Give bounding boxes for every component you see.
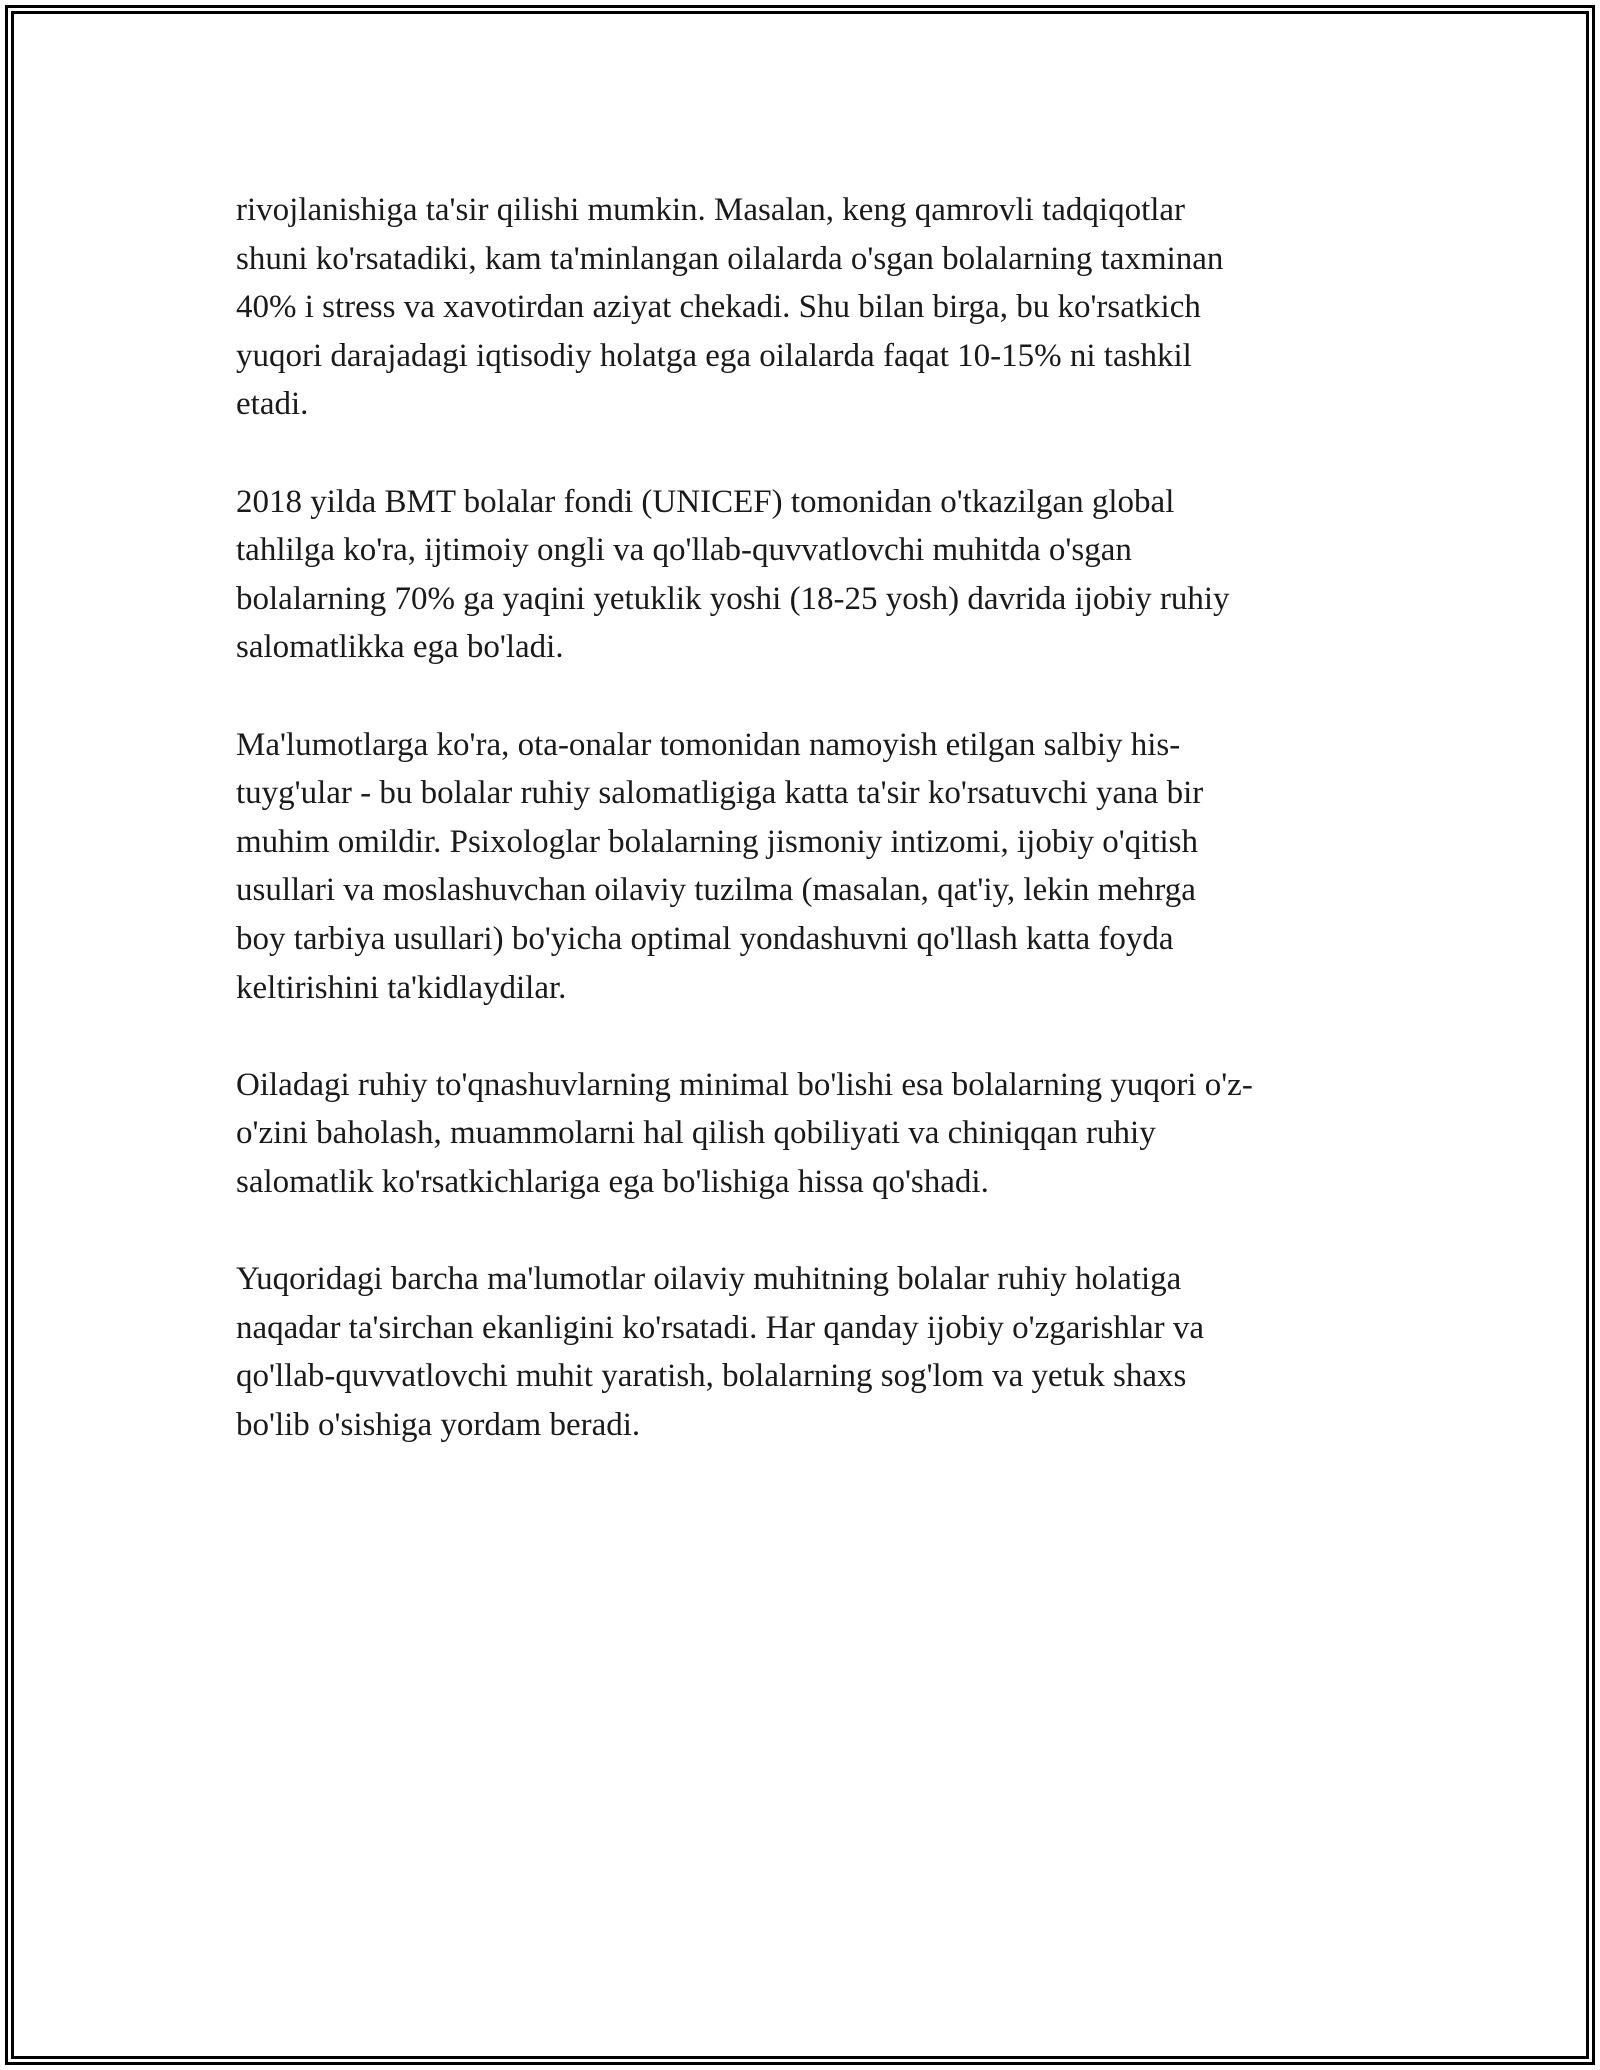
text-line: usullari va moslashuvchan oilaviy tuzilma (masalan, qat'iy, lekin mehrga (236, 872, 1196, 909)
text-line: 2018 yilda BMT bolalar fondi (UNICEF) tomonidan o'tkazilgan global (236, 483, 1175, 520)
text-line: muhim omildir. Psixologlar bolalarning jismoniy intizomi, ijobiy o'qitish (236, 823, 1199, 860)
text-line: Yuqoridagi barcha ma'lumotlar oilaviy muhitning bolalar ruhiy holatiga (236, 1261, 1182, 1298)
paragraph-2 (236, 478, 1386, 672)
text-line: Ma'lumotlarga ko'ra, ota-onalar tomonidan namoyish etilgan salbiy his- (236, 726, 1181, 763)
text-line: 40% i stress va xavotirdan aziyat chekadi. Shu bilan birga, bu ko'rsatkich (236, 289, 1201, 326)
paragraph-3 (236, 721, 1386, 1013)
text-line: rivojlanishiga ta'sir qilishi mumkin. Masalan, keng qamrovli tadqiqotlar (236, 192, 1186, 228)
paragraph-5 (236, 1255, 1386, 1449)
paragraph-4 (236, 1061, 1386, 1207)
paragraph-1 (236, 186, 1386, 429)
text-line: boy tarbiya usullari) bo'yicha optimal yondashuvni qo'llash katta foyda (236, 920, 1174, 957)
text-line: yuqori darajadagi iqtisodiy holatga ega oilalarda faqat 10-15% ni tashkil (236, 337, 1192, 374)
text-line: salomatlik ko'rsatkichlariga ega bo'lishiga hissa qo'shadi. (236, 1163, 989, 1200)
text-line: etadi. (236, 386, 309, 423)
text-line: salomatlikka ega bo'ladi. (236, 629, 564, 666)
text-line: naqadar ta'sirchan ekanligini ko'rsatadi. Har qanday ijobiy o'zgarishlar va (236, 1309, 1205, 1346)
document-body (236, 186, 1386, 1498)
text-line: tuyg'ular - bu bolalar ruhiy salomatligiga katta ta'sir ko'rsatuvchi yana bir (236, 775, 1204, 812)
text-line: bolalarning 70% ga yaqini yetuklik yoshi (18-25 yosh) davrida ijobiy ruhiy (236, 580, 1230, 617)
text-line: shuni ko'rsatadiki, kam ta'minlangan oilalarda o'sgan bolalarning taxminan (236, 240, 1224, 277)
text-line: tahlilga ko'ra, ijtimoiy ongli va qo'llab-quvvatlovchi muhitda o'sgan (236, 532, 1132, 569)
text-line: bo'lib o'sishiga yordam beradi. (236, 1406, 641, 1443)
text-line: Oiladagi ruhiy to'qnashuvlarning minimal bo'lishi esa bolalarning yuqori o'z- (236, 1066, 1253, 1103)
text-line: keltirishini ta'kidlaydilar. (236, 969, 567, 1006)
text-line: qo'llab-quvvatlovchi muhit yaratish, bolalarning sog'lom va yetuk shaxs (236, 1358, 1187, 1395)
text-line: o'zini baholash, muammolarni hal qilish qobiliyati va chiniqqan ruhiy (236, 1115, 1156, 1152)
